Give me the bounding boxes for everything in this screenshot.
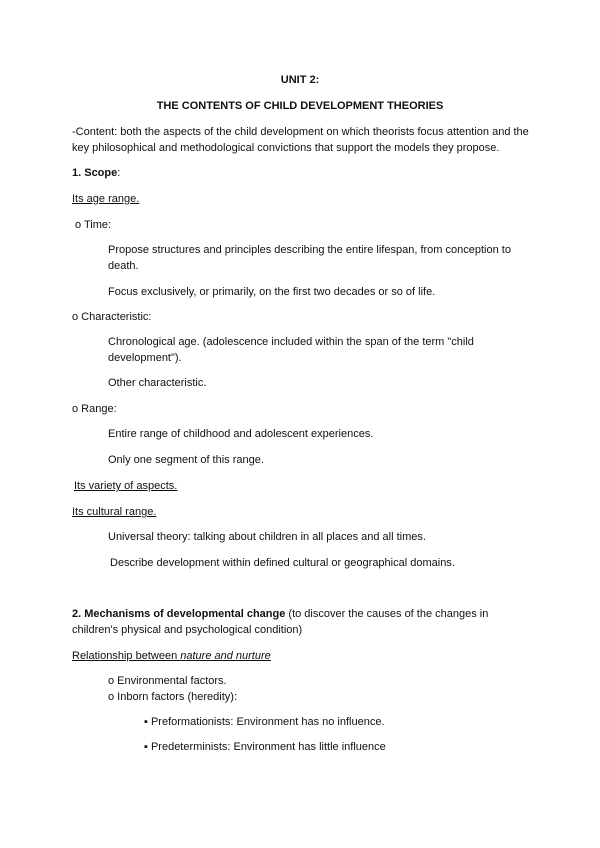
relationship-emphasis: nature and nurture <box>180 650 271 662</box>
cultural-item-domains: Describe development within defined cultural or geographical domains. <box>110 557 455 569</box>
bullet-item-preformationists: ▪ Preformationists: Environment has no influence. <box>144 716 385 728</box>
characteristic-item-other: Other characteristic. <box>108 377 207 389</box>
factor-item-environmental: o Environmental factors. <box>108 675 227 687</box>
characteristic-item-age: Chronological age. (adolescence included within the span of the term "child development"). <box>108 336 474 364</box>
unit-heading: UNIT 2: <box>280 74 320 86</box>
section1-heading-text: 1. Scope <box>72 167 118 179</box>
cultural-heading: Its cultural range. <box>72 506 157 518</box>
time-item-lifespan: Propose structures and principles describing the entire lifespan, from conception to death. <box>108 244 511 272</box>
range-item-entire: Entire range of childhood and adolescent experiences. <box>108 428 374 440</box>
section2-heading <box>72 606 532 638</box>
relationship-heading <box>72 648 271 664</box>
relationship-prefix: Relationship between <box>72 650 181 662</box>
characteristic-label: o Characteristic: <box>72 311 152 323</box>
factor-item-inborn: o Inborn factors (heredity): <box>108 691 238 703</box>
range-label: o Range: <box>72 403 117 415</box>
age-range-heading: Its age range. <box>72 193 140 205</box>
time-label: o Time: <box>75 219 112 231</box>
cultural-item-universal: Universal theory: talking about children in all places and all times. <box>108 531 426 543</box>
section1-heading-colon: : <box>117 167 121 179</box>
section2-heading-bold: 2. Mechanisms of developmental change <box>72 608 286 620</box>
intro-paragraph: -Content: both the aspects of the child development on which theorists focus attention and the key philosophical and methodological convictions that support the models they propose. <box>72 126 529 154</box>
variety-heading: Its variety of aspects. <box>74 480 178 492</box>
document-title: THE CONTENTS OF CHILD DEVELOPMENT THEORIES <box>156 100 444 112</box>
range-item-segment: Only one segment of this range. <box>108 454 264 466</box>
time-item-two-decades: Focus exclusively, or primarily, on the first two decades or so of life. <box>108 286 436 298</box>
section2-heading-rest: (to discover the causes of the changes in children's physical and psychological condition) <box>72 608 489 636</box>
section1-heading <box>72 165 120 181</box>
bullet-item-predeterminists: ▪ Predeterminists: Environment has little influence <box>144 741 386 753</box>
